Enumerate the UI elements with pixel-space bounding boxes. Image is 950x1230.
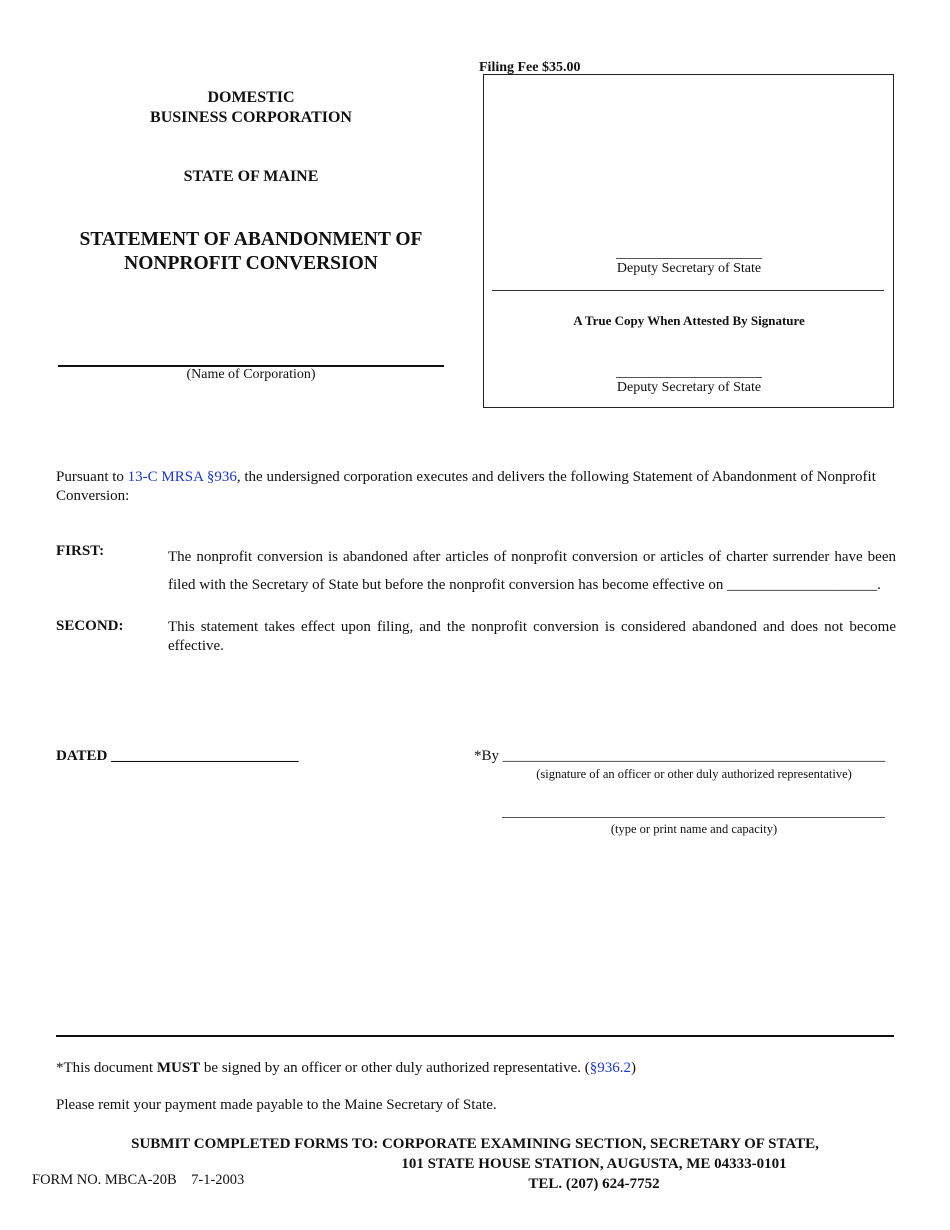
form-title	[60, 228, 442, 276]
printed-name-label: (type or print name and capacity)	[610, 822, 778, 836]
second-label: SECOND:	[56, 618, 124, 634]
deputy-secretary-label-2: Deputy Secretary of State	[616, 380, 762, 395]
printed-name-field[interactable]	[502, 817, 885, 818]
form-title-line1: STATEMENT OF ABANDONMENT OF	[79, 229, 423, 250]
first-label: FIRST:	[56, 543, 105, 559]
footer-divider	[56, 1035, 894, 1037]
submit-line-2: 101 STATE HOUSE STATION, AUGUSTA, ME 04333-0101	[401, 1156, 787, 1172]
filing-stamp-box	[483, 74, 894, 408]
deputy-signature-line-1	[616, 258, 762, 259]
form-title-line2: NONPROFIT CONVERSION	[124, 253, 378, 274]
submit-line-1: SUBMIT COMPLETED FORMS TO: CORPORATE EXAMINING SECTION, SECRETARY OF STATE,	[131, 1136, 819, 1152]
remit-note: Please remit your payment made payable to the Maine Secretary of State.	[56, 1097, 497, 1113]
state-heading: STATE OF MAINE	[183, 168, 319, 185]
must-text-bold: MUST	[156, 1060, 201, 1076]
corporation-name-label: (Name of Corporation)	[186, 367, 316, 382]
pursuant-text-post: , the undersigned corporation executes and delivers the following Statement of Abandonment of Nonprofit Conversion:	[56, 469, 876, 504]
pursuant-paragraph	[56, 468, 896, 506]
submit-line-3: TEL. (207) 624-7752	[528, 1176, 660, 1192]
deputy-signature-line-2	[616, 377, 762, 378]
must-text-post: be signed by an officer or other duly authorized representative. (	[200, 1060, 590, 1076]
corporation-type-heading	[60, 88, 442, 128]
dated-field[interactable]	[56, 748, 299, 765]
signature-label: (signature of an officer or other duly authorized representative)	[536, 767, 852, 781]
pursuant-text-pre: Pursuant to	[56, 469, 128, 485]
form-number: FORM NO. MBCA-20B 7-1-2003	[32, 1172, 245, 1188]
heading-line-business-corporation: BUSINESS CORPORATION	[150, 109, 352, 126]
must-text-close: )	[631, 1060, 636, 1076]
signature-by-field[interactable]: *By ___________________________________________________	[474, 748, 886, 764]
deputy-secretary-label-1: Deputy Secretary of State	[616, 261, 762, 276]
must-sign-note	[56, 1060, 636, 1077]
statute-link-936-2[interactable]: §936.2	[589, 1060, 631, 1076]
statute-link-936[interactable]: 13-C MRSA §936	[127, 469, 237, 485]
true-copy-label: A True Copy When Attested By Signature	[573, 313, 805, 328]
heading-line-domestic: DOMESTIC	[207, 89, 295, 106]
filing-fee: Filing Fee $35.00	[479, 60, 581, 75]
second-text: This statement takes effect upon filing, and the nonprofit conversion is considered abandoned and does not become effective.	[168, 619, 896, 654]
dated-text: DATED _________________________	[56, 748, 299, 764]
first-text: The nonprofit conversion is abandoned after articles of nonprofit conversion or articles of charter surrender have been filed with the Secretary of State but before the nonprofit conversion has become effective on ____________________.	[168, 549, 896, 593]
must-text-pre: *This document	[56, 1060, 157, 1076]
box-divider	[492, 290, 884, 291]
